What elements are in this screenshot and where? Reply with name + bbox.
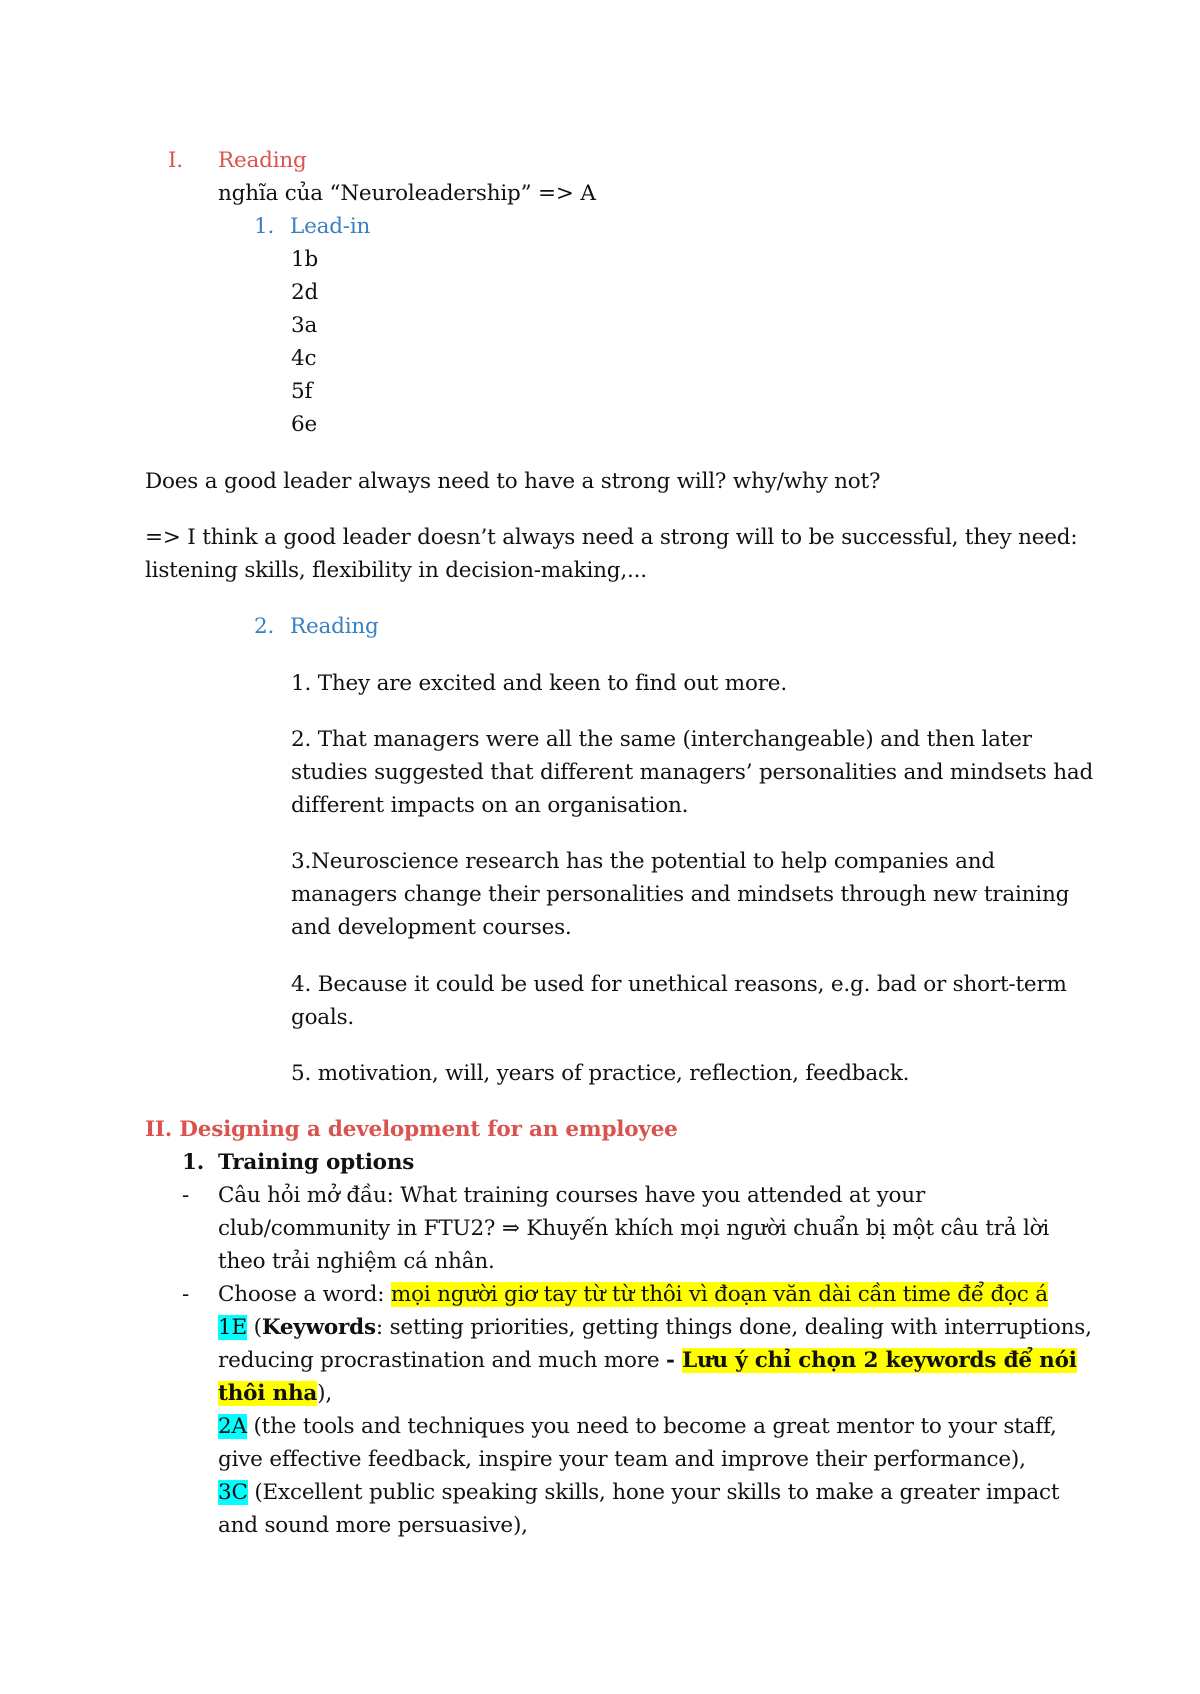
discussion-answer-line: listening skills, flexibility in decision-making,... [145,558,647,583]
section-number: I. [168,148,183,173]
keywords-label: Keywords [261,1315,376,1340]
section-2-heading: II. Designing a development for an employee [145,1117,678,1142]
subsection-title: Reading [290,614,379,639]
reading-answer-line: studies suggested that different managers’ personalities and mindsets had [291,760,1094,785]
answer-item: 5f [291,379,313,404]
bullet-line: and sound more persuasive), [218,1513,528,1538]
bullet-line [218,1344,1077,1377]
reading-answer-line: 4. Because it could be used for unethical reasons, e.g. bad or short-term [291,972,1067,997]
answer-item: 4c [291,346,317,371]
answer-item: 6e [291,412,318,437]
reading-answer-line: managers change their personalities and mindsets through new training [291,882,1070,907]
bullet-text: ), [317,1381,332,1406]
bullet-line [182,1179,925,1212]
bullet-text: Câu hỏi mở đầu: What training courses have you attended at your [218,1183,926,1208]
subsection-number: 1. [254,214,275,239]
section-1-heading [168,144,307,177]
reading-answer-line: different impacts on an organisation. [291,793,689,818]
answer-code: 2A [218,1414,247,1439]
bullet-text: - [666,1348,683,1373]
answer-item: 3a [291,313,318,338]
reading-answer-line: and development courses. [291,915,572,940]
bullet-line [182,1278,1048,1311]
bullet-line: club/community in FTU2? ⇒ Khuyến khích mọi người chuẩn bị một câu trả lời [218,1216,1050,1241]
answer-item: 1b [291,247,319,272]
training-options-heading [182,1146,414,1179]
neuroleadership-note: nghĩa của “Neuroleadership” => A [218,181,596,206]
reading-answer-line: goals. [291,1005,355,1030]
bullet-text: Choose a word: [218,1282,391,1307]
bullet-dash: - [182,1282,190,1307]
answer-item: 2d [291,280,319,305]
reading-answer: 1. They are excited and keen to find out more. [291,671,787,696]
answer-code: 3C [218,1480,248,1505]
bullet-text: (the tools and techniques you need to become a great mentor to your staff, [246,1414,1057,1439]
answer-code: 1E [218,1315,247,1340]
bullet-text: : setting priorities, getting things done, dealing with interruptions, [375,1315,1092,1340]
subsection-number: 2. [254,614,275,639]
bullet-line [218,1476,1059,1509]
bullet-line [218,1410,1057,1443]
bullet-text: ( [246,1315,262,1340]
discussion-question: Does a good leader always need to have a strong will? why/why not? [145,469,881,494]
highlighted-note: thôi nha [218,1381,318,1406]
highlighted-note: Lưu ý chỉ chọn 2 keywords để nói [682,1348,1077,1373]
reading-answer-line: 3.Neuroscience research has the potential to help companies and [291,849,995,874]
bullet-dash: - [182,1183,190,1208]
subsection-title: Training options [218,1150,415,1175]
subsection-number: 1. [182,1150,205,1175]
bullet-line: theo trải nghiệm cá nhân. [218,1249,495,1274]
subsection-title: Lead-in [290,214,371,239]
discussion-answer-line: => I think a good leader doesn’t always need a strong will to be successful, they need: [145,525,1078,550]
reading-answer: 5. motivation, will, years of practice, reflection, feedback. [291,1061,910,1086]
bullet-line [218,1377,332,1410]
bullet-text: reducing procrastination and much more [218,1348,667,1373]
lead-in-heading [254,210,370,243]
reading-heading [254,610,379,643]
bullet-text: (Excellent public speaking skills, hone your skills to make a greater impact [247,1480,1060,1505]
section-title: Reading [218,148,307,173]
bullet-line [218,1311,1092,1344]
reading-answer-line: 2. That managers were all the same (interchangeable) and then later [291,727,1032,752]
bullet-line: give effective feedback, inspire your team and improve their performance), [218,1447,1026,1472]
highlighted-note: mọi người giơ tay từ từ thôi vì đoạn văn dài cần time để đọc á [390,1282,1048,1307]
